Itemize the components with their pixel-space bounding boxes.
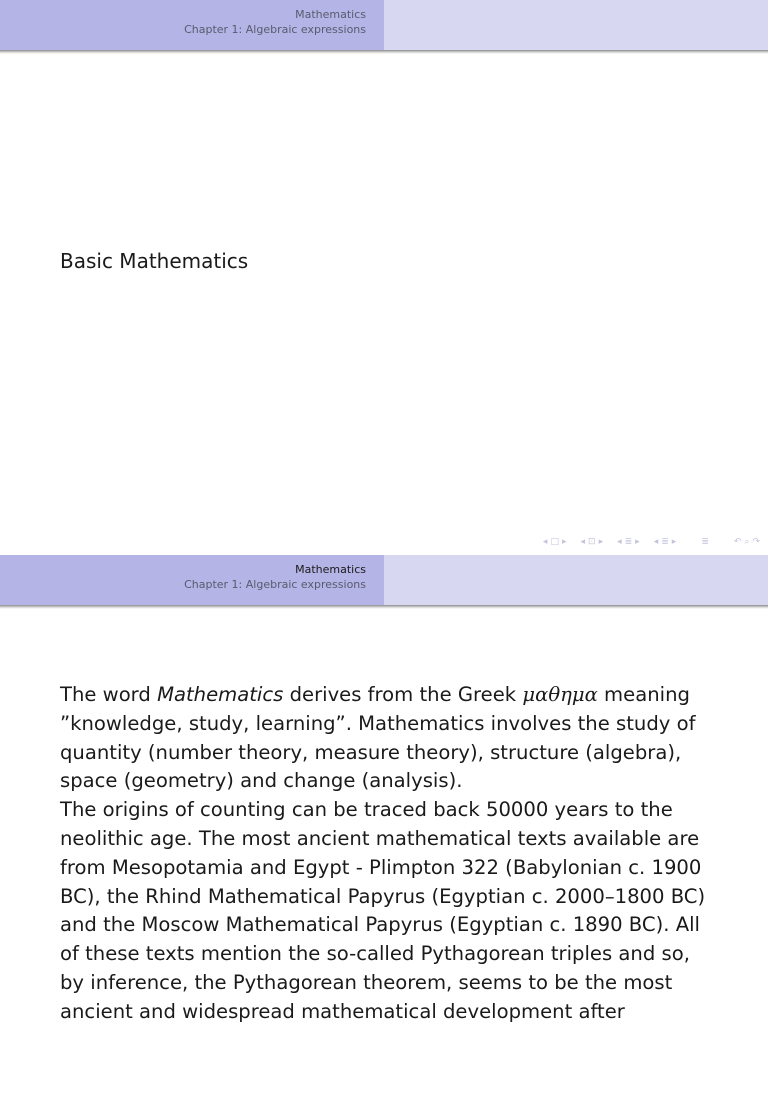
nav-prev-icon[interactable]: ◂ <box>542 537 548 547</box>
header-shadow <box>0 605 768 609</box>
header-left-panel <box>0 555 384 605</box>
header-right-panel <box>384 0 768 50</box>
nav-forward-icon[interactable]: ↷ <box>752 537 760 547</box>
nav-next-subsection-icon[interactable]: ▸ <box>598 537 604 547</box>
nav-outline-icon[interactable]: ≣ <box>701 537 709 547</box>
nav-frame-icon[interactable]: □ <box>550 537 559 547</box>
nav-back-icon[interactable]: ↶ <box>733 537 742 547</box>
header-subtitle[interactable]: Chapter 1: Algebraic expressions <box>184 23 366 36</box>
emphasis-mathematics: Mathematics <box>157 683 284 706</box>
slide-header <box>0 555 768 605</box>
header-subtitle[interactable]: Chapter 1: Algebraic expressions <box>184 578 366 591</box>
nav-next-section-icon[interactable]: ▸ <box>635 537 640 547</box>
header-shadow <box>0 50 768 54</box>
nav-prev-subsection-icon[interactable]: ◂ <box>580 537 586 547</box>
nav-section-icon[interactable]: ≣ <box>624 537 633 547</box>
header-right-panel <box>384 555 768 605</box>
header-left-panel <box>0 0 384 50</box>
slide-body <box>60 681 720 1027</box>
nav-prev-part-icon[interactable]: ◂ <box>653 537 659 547</box>
slide-header <box>0 0 768 50</box>
nav-next-icon[interactable]: ▸ <box>561 537 567 547</box>
slide-2 <box>0 555 768 1110</box>
nav-next-part-icon[interactable]: ▸ <box>671 537 677 547</box>
paragraph-etymology: The word Mathematics derives from the Greek μαθημα meaning ”knowledge, study, learning”. Mathematics involves the study of quantity (number theory, measure theory), structure (algebra), space (geometry) and change (analysis). <box>60 683 696 793</box>
header-title[interactable]: Mathematics <box>295 563 366 576</box>
nav-prev-section-icon[interactable]: ◂ <box>617 537 622 547</box>
frame-title: Basic Mathematics <box>60 249 249 273</box>
nav-part-icon[interactable]: ≣ <box>661 537 669 547</box>
paragraph-origins: The origins of counting can be traced back 50000 years to the neolithic age. The most ancient mathematical texts available are from Mesopotamia and Egypt - Plimpton 322 (Babylonian c. 1900 BC), the Rhind Mathematical Papyrus (Egyptian c. 2000–1800 BC) and the Moscow Mathematical Papyrus (Egyptian c. 1890 BC). All of these texts mention the so-called Pythagorean triples and so, by inference, the Pythagorean theorem, seems to be the most ancient and widespread mathematical development after <box>60 798 706 1023</box>
navigation-bar <box>543 536 760 548</box>
header-title[interactable]: Mathematics <box>295 8 366 21</box>
nav-subsection-icon[interactable]: ⊡ <box>588 537 596 547</box>
greek-word: μαθημα <box>522 683 598 706</box>
nav-search-icon[interactable]: ⌕ <box>744 537 750 547</box>
